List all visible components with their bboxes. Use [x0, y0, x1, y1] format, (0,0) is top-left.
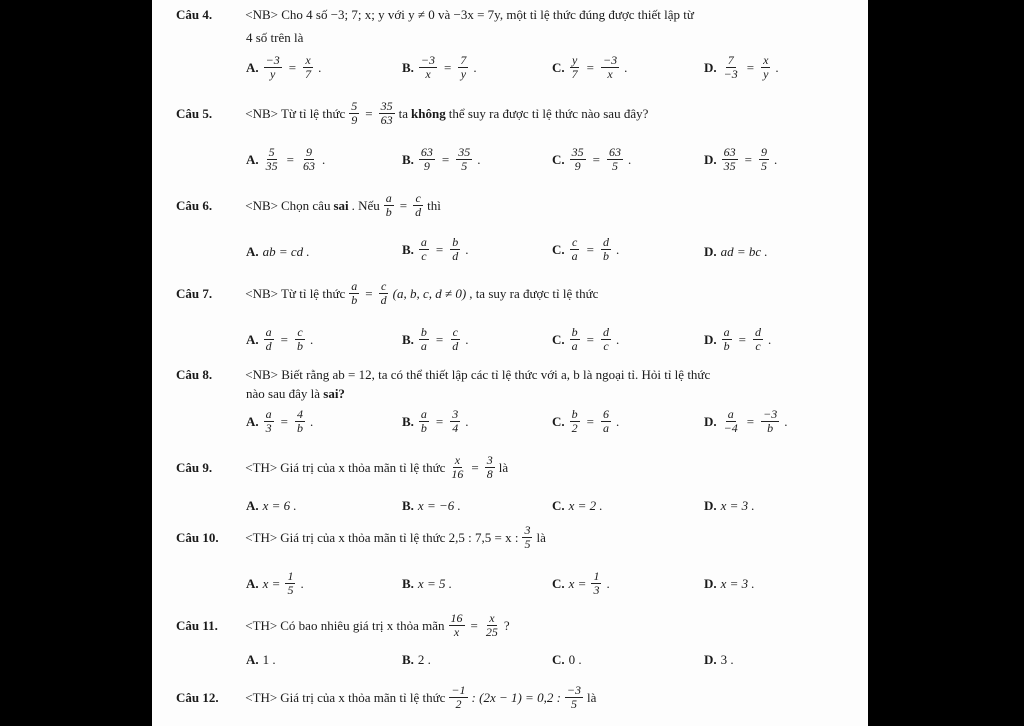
question-tag: <NB> [245, 198, 278, 213]
question-tag: <NB> [245, 7, 278, 22]
question-8 [176, 366, 710, 383]
option-b[interactable]: B. $\frac{b}{a}$ = $\frac{c}{d}$ . [402, 325, 469, 353]
option-c[interactable]: C. $\frac{b}{a}$ = $\frac{d}{c}$ . [552, 325, 620, 353]
question-tag: <NB> [245, 286, 278, 301]
question-7: Câu 7. <NB> Từ tỉ lệ thức $\frac{a}{b}$ = $\frac{c}{d}$ (a, b, c, d ≠ 0) , ta suy ra được tỉ lệ thức [176, 279, 599, 307]
option-b[interactable]: B. $\frac{-3}{x}$ = $\frac{7}{y}$ . [402, 53, 477, 81]
option-a[interactable]: A. ab = cd . [246, 244, 310, 259]
fraction: $\frac{-3}{x}$ [602, 53, 618, 81]
question-tag: <TH> [245, 690, 278, 705]
option-a[interactable]: A. $\frac{a}{3}$ = $\frac{4}{b}$ . [246, 407, 314, 435]
question-12: Câu 12. <TH> Giá trị của x thỏa mãn tỉ lệ thức $\frac{-1}{2}$ : (2x − 1) = 0,2 : $\frac{-3}{5}$ là [176, 683, 597, 711]
fraction: $\frac{7}{y}$ [460, 53, 467, 81]
option-c[interactable]: C. $\frac{c}{a}$ = $\frac{d}{b}$ . [552, 235, 620, 263]
question-number: Câu 4. [176, 7, 213, 22]
option-label: B. [402, 59, 414, 75]
option-d[interactable]: D. x = 3 . [704, 576, 755, 591]
question-number: Câu 6. [176, 198, 213, 213]
question-4 [176, 6, 694, 23]
question-9: Câu 9. <TH> Giá trị của x thỏa mãn tỉ lệ thức $\frac{x}{16}$ = $\frac{3}{8}$ là [176, 453, 509, 481]
option-d[interactable]: D. $\frac{a}{-4}$ = $\frac{-3}{b}$ . [704, 407, 788, 435]
option-label: D. [704, 59, 717, 75]
option-a[interactable]: A. x = 6 . [246, 498, 297, 513]
fraction: $\frac{x}{7}$ [305, 53, 312, 81]
option-a[interactable]: A. x = $\frac{1}{5}$ . [246, 569, 304, 597]
option-b[interactable]: B. 2 . [402, 652, 431, 667]
option-d[interactable]: D. $\frac{63}{35}$ = $\frac{9}{5}$ . [704, 145, 778, 173]
question-number: Câu 5. [176, 106, 213, 121]
option-b[interactable]: B. $\frac{a}{b}$ = $\frac{3}{4}$ . [402, 407, 469, 435]
question-number: Câu 10. [176, 530, 219, 545]
option-d[interactable]: D. $\frac{a}{b}$ = $\frac{d}{c}$ . [704, 325, 772, 353]
document-page [152, 0, 868, 726]
question-number: Câu 7. [176, 286, 213, 301]
option-a[interactable]: A. $\frac{a}{d}$ = $\frac{c}{b}$ . [246, 325, 314, 353]
option-b[interactable]: B. x = 5 . [402, 576, 452, 591]
option-c[interactable]: C. x = 2 . [552, 498, 603, 513]
question-tag: <NB> [245, 106, 278, 121]
question-number: Câu 12. [176, 690, 219, 705]
option-a[interactable]: A. 1 . [246, 652, 276, 667]
fraction: $\frac{x}{y}$ [763, 53, 769, 81]
question-6: Câu 6. <NB> Chọn câu sai . Nếu $\frac{a}{b}$ = $\frac{c}{d}$ thì [176, 191, 441, 219]
option-b[interactable]: B. x = −6 . [402, 498, 461, 513]
question-number: Câu 11. [176, 618, 218, 633]
question-text: Biết rằng ab = 12, ta có thể thiết lập các tỉ lệ thức với a, b là ngoại tỉ. Hỏi tỉ lệ thức [281, 367, 711, 382]
fraction: $\frac{y}{7}$ [571, 53, 578, 81]
option-c[interactable]: C. $\frac{b}{2}$ = $\frac{6}{a}$ . [552, 407, 620, 435]
option-d[interactable]: D. $\frac{7}{-3}$ = $\frac{x}{y}$ . [704, 53, 779, 81]
option-b[interactable]: B. $\frac{a}{c}$ = $\frac{b}{d}$ . [402, 235, 469, 263]
option-c[interactable]: C. $\frac{y}{7}$ = $\frac{-3}{x}$ . [552, 53, 628, 81]
option-a[interactable]: A. $\frac{5}{35}$ = $\frac{9}{63}$ . [246, 145, 326, 173]
fraction: $\frac{-3}{y}$ [265, 53, 280, 81]
fraction: $\frac{7}{-3}$ [723, 53, 738, 81]
option-d[interactable]: D. 3 . [704, 652, 734, 667]
fraction: $\frac{5}{9}$ [351, 99, 358, 127]
option-c[interactable]: C. $\frac{35}{9}$ = $\frac{63}{5}$ . [552, 145, 632, 173]
question-text-continued: nào sau đây là sai? [246, 386, 345, 401]
option-label: A. [246, 59, 259, 75]
option-d[interactable]: D. ad = bc . [704, 244, 768, 259]
fraction: $\frac{35}{63}$ [380, 99, 393, 127]
question-11: Câu 11. <TH> Có bao nhiêu giá trị x thỏa mãn $\frac{16}{x}$ = $\frac{x}{25}$ ? [176, 611, 510, 639]
question-5: Câu 5. <NB> Từ tỉ lệ thức $\frac{5}{9}$ = $\frac{35}{63}$ ta không thể suy ra được tỉ lệ thức nào sau đây? [176, 99, 649, 127]
question-10: Câu 10. <TH> Giá trị của x thỏa mãn tỉ lệ thức 2,5 : 7,5 = x : $\frac{3}{5}$ là [176, 523, 546, 551]
option-b[interactable]: B. $\frac{63}{9}$ = $\frac{35}{5}$ . [402, 145, 481, 173]
option-label: C. [552, 59, 565, 75]
option-a[interactable]: A. $\frac{-3}{y}$ = $\frac{x}{7}$ . [246, 53, 322, 81]
fraction: $\frac{-3}{x}$ [420, 53, 436, 81]
question-text: Từ tỉ lệ thức [280, 106, 346, 121]
question-tag: <TH> [245, 530, 278, 545]
question-tag: <NB> [245, 367, 278, 382]
question-tag: <TH> [245, 618, 278, 633]
question-text: Cho 4 số −3; 7; x; y với y ≠ 0 và −3x = 7y, một tỉ lệ thức đúng được thiết lập từ [281, 7, 694, 22]
question-tag: <TH> [245, 460, 278, 475]
question-number: Câu 9. [176, 460, 213, 475]
question-number: Câu 8. [176, 367, 213, 382]
option-d[interactable]: D. x = 3 . [704, 498, 755, 513]
question-text-continued: 4 số trên là [246, 30, 304, 45]
option-c[interactable]: C. 0 . [552, 652, 582, 667]
option-c[interactable]: C. x = $\frac{1}{3}$ . [552, 569, 610, 597]
